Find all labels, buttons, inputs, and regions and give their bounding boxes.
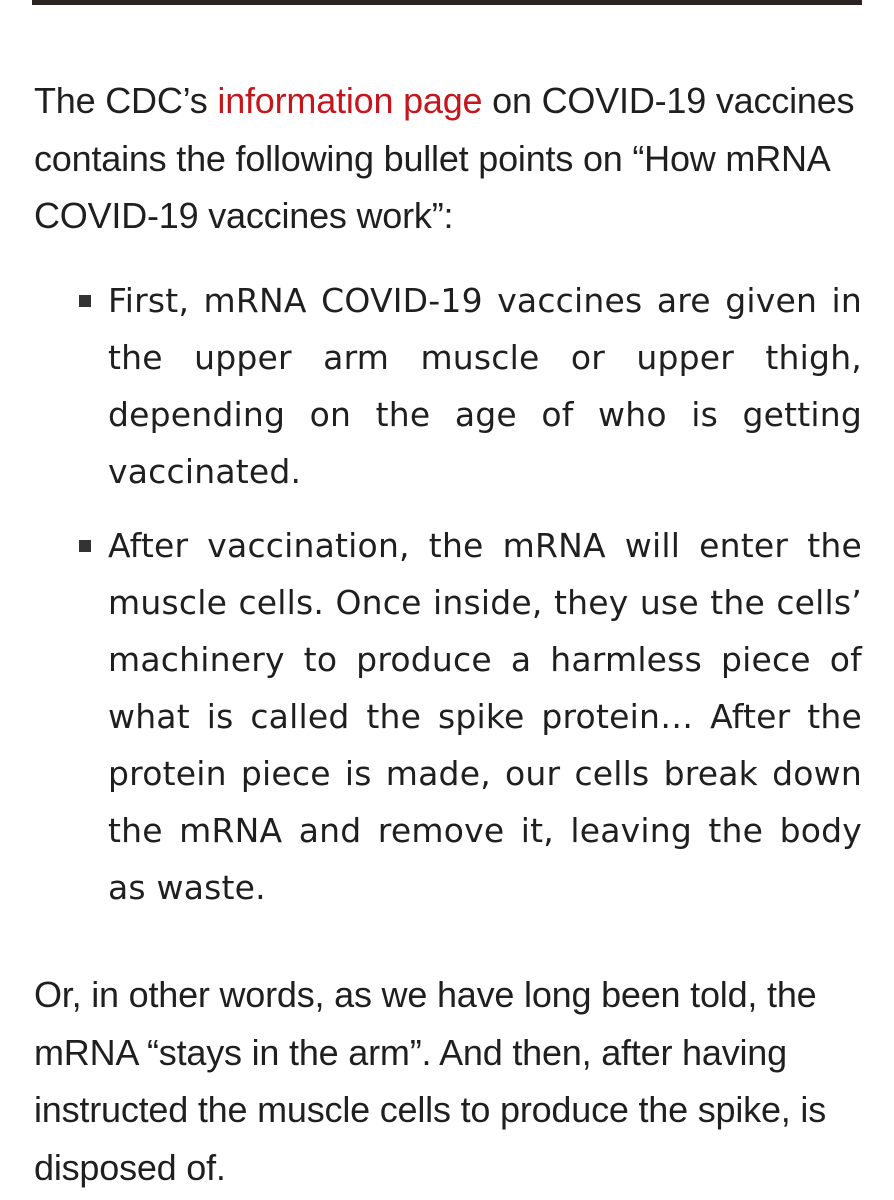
square-bullet-icon xyxy=(79,540,91,552)
intro-paragraph xyxy=(34,72,864,245)
bullet-item xyxy=(108,272,862,500)
information-page-link[interactable]: information page xyxy=(217,80,483,121)
bullet-text: After vaccination, the mRNA will enter the muscle cells. Once inside, they use the cells’ machinery to produce a harmless piece of what is called the spike protein… After the protein piece is made, our cells break down the mRNA and remove it, leaving the body as waste. xyxy=(108,526,862,907)
outro-paragraph: Or, in other words, as we have long been told, the mRNA “stays in the arm”. And then, after having instructed the muscle cells to produce the spike, is disposed of. xyxy=(34,974,826,1188)
square-bullet-icon xyxy=(79,295,91,307)
intro-text-end: on COVID-19 vaccines contains the following bullet points on “How mRNA COVID-19 vaccines work”: xyxy=(34,80,855,236)
intro-text-start: The CDC’s xyxy=(34,80,218,121)
bullet-item xyxy=(108,517,862,916)
article-image-bottom-edge xyxy=(32,0,862,5)
bullet-text: First, mRNA COVID-19 vaccines are given in the upper arm muscle or upper thigh, depending on the age of who is getting vaccinated. xyxy=(108,281,862,491)
